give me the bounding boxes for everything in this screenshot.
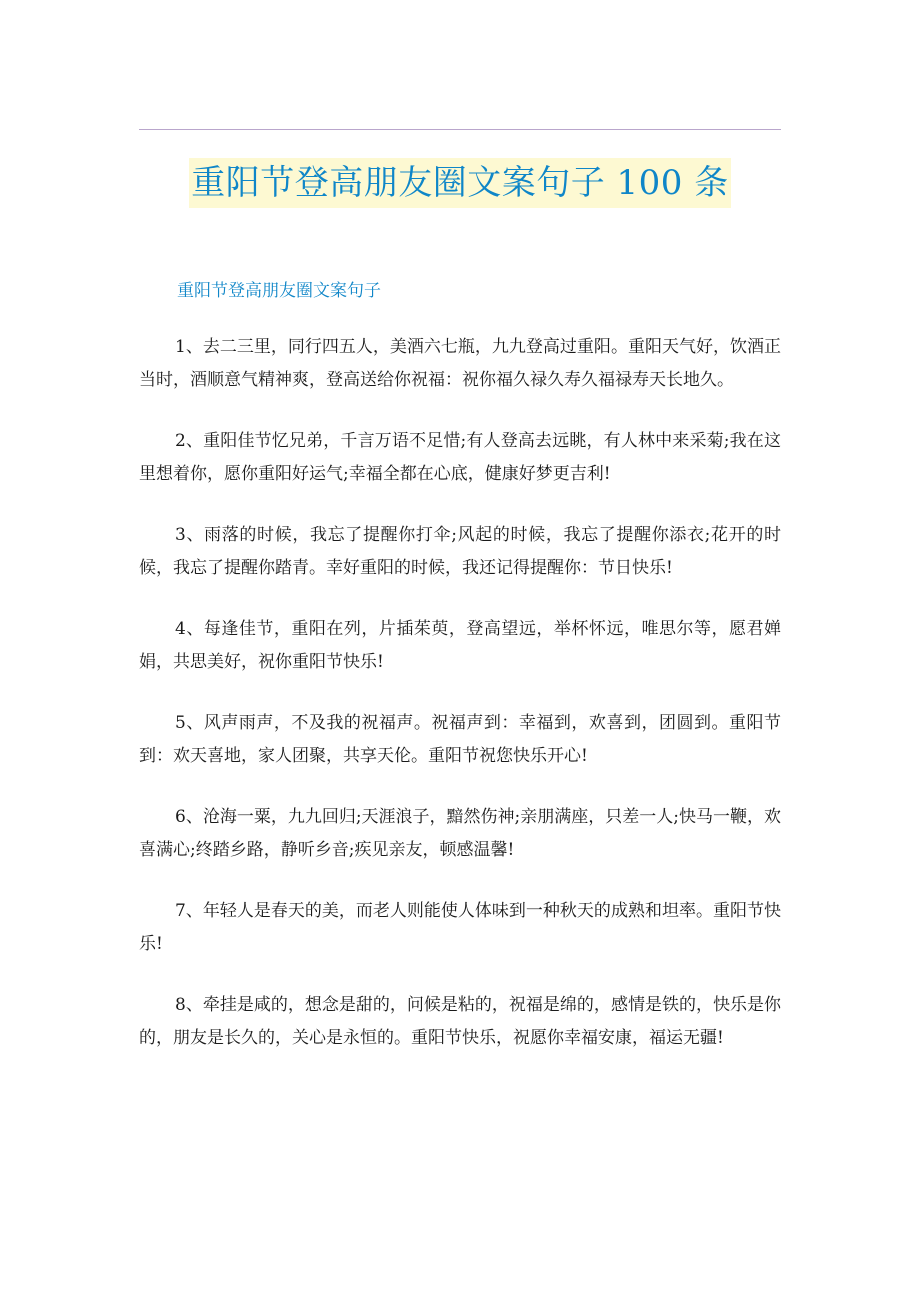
title-container xyxy=(0,158,920,208)
list-item: 1、去二三里，同行四五人，美酒六七瓶，九九登高过重阳。重阳天气好，饮酒正当时，酒顺意气精神爽，登高送给你祝福：祝你福久禄久寿久福禄寿天长地久。 xyxy=(139,337,781,390)
list-item: 4、每逢佳节，重阳在列，片插茱萸，登高望远，举杯怀远，唯思尔等，愿君婵娟，共思美好，祝你重阳节快乐! xyxy=(139,619,781,672)
list-item: 8、牵挂是咸的，想念是甜的，问候是粘的，祝福是绵的，感情是铁的，快乐是你的，朋友是长久的，关心是永恒的。重阳节快乐，祝愿你幸福安康，福运无疆! xyxy=(139,995,781,1048)
section-heading: 重阳节登高朋友圈文案句子 xyxy=(177,281,381,301)
quote-list xyxy=(139,331,781,1083)
list-item: 5、风声雨声，不及我的祝福声。祝福声到：幸福到，欢喜到，团圆到。重阳节到：欢天喜地，家人团聚，共享天伦。重阳节祝您快乐开心! xyxy=(139,713,781,766)
list-item: 6、沧海一粟，九九回归;天涯浪子，黯然伤神;亲朋满座，只差一人;快马一鞭，欢喜满心;终踏乡路，静听乡音;疾见亲友，顿感温馨! xyxy=(139,807,781,860)
list-item: 3、雨落的时候，我忘了提醒你打伞;风起的时候，我忘了提醒你添衣;花开的时候，我忘了提醒你踏青。幸好重阳的时候，我还记得提醒你：节日快乐! xyxy=(139,525,781,578)
document-title: 重阳节登高朋友圈文案句子 100 条 xyxy=(189,158,731,208)
top-divider xyxy=(139,129,781,130)
list-item: 2、重阳佳节忆兄弟，千言万语不足惜;有人登高去远眺，有人林中来采菊;我在这里想着你，愿你重阳好运气;幸福全都在心底，健康好梦更吉利! xyxy=(139,431,781,484)
list-item: 7、年轻人是春天的美，而老人则能使人体味到一种秋天的成熟和坦率。重阳节快乐! xyxy=(139,901,781,954)
